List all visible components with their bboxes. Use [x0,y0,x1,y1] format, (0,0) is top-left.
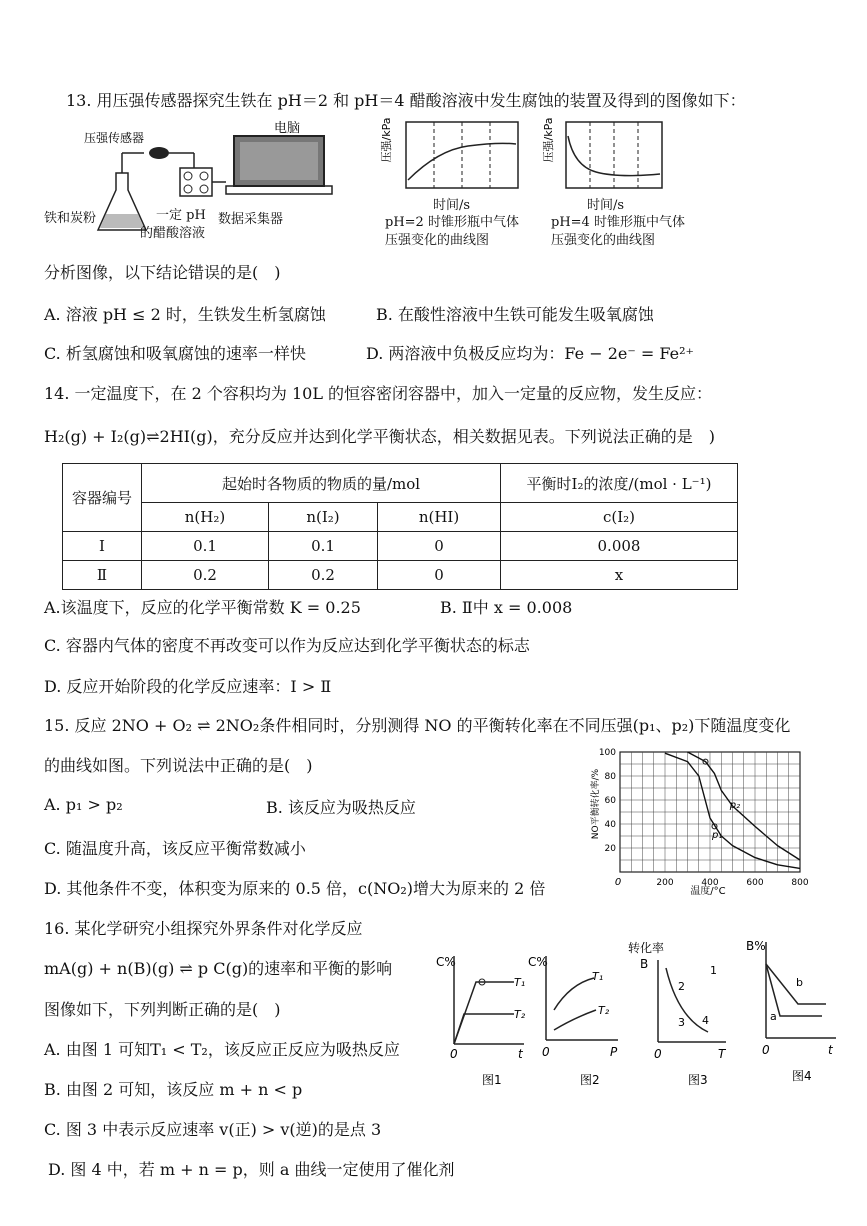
q16-stem-2: mA(g) + n(B)(g) ⇌ p C(g)的速率和平衡的影响 [44,959,393,978]
graph1-xlabel: 时间/s [433,198,471,213]
q15-xlabel: 温度/°C [690,886,726,896]
label-sensor: 压强传感器 [84,131,145,145]
fig1-caption: 图1 [482,1073,502,1087]
q14-option-b: B. Ⅱ中 x = 0.008 [440,598,573,617]
cell-hi: 0 [378,532,501,561]
q13-option-d: D. 两溶液中负极反应均为：Fe − 2e⁻ = Fe²⁺ [366,344,694,363]
q15-option-a: A. p₁ > p₂ [44,795,123,814]
q13-graph-ph2 [378,118,528,200]
q16-option-a: A. 由图 1 可知T₁ < T₂，该反应正反应为吸热反应 [44,1040,400,1059]
q16-fig2 [524,944,624,1089]
q15-option-c: C. 随温度升高，该反应平衡常数减小 [44,839,306,858]
fig3-point3: 3 [678,1016,685,1029]
q15-ytick-label: 60 [604,796,616,806]
th-n-i2: n(I₂) [269,503,378,532]
fig2-xlabel: P [610,1045,618,1059]
q14-data-table [62,463,738,590]
fig4-origin: 0 [762,1043,770,1057]
fig4-ylabel: B% [746,939,766,953]
fig2-caption: 图2 [580,1073,600,1087]
fig1-t2: T₂ [514,1008,526,1021]
q16-stem-1: 16. 某化学研究小组探究外界条件对化学反应 [44,919,363,938]
q14-option-d: D. 反应开始阶段的化学反应速率：Ⅰ > Ⅱ [44,677,332,696]
graph1-ylabel: 压强/kPa [380,118,393,163]
fig3-point1: 1 [710,964,717,977]
q15-stem-1: 15. 反应 2NO + O₂ ⇌ 2NO₂条件相同时，分别测得 NO 的平衡转化率在不同压强(p₁、p₂)下随温度变化 [44,716,791,735]
graph2-curve [568,136,660,176]
q16-stem-3: 图像如下，下列判断正确的是( ) [44,1000,281,1019]
table-row [63,532,738,561]
label-solution-2: 的醋酸溶液 [140,226,206,241]
label-solution-1: 一定 pH [156,208,206,223]
fig4-xlabel: t [828,1043,833,1057]
fig1-t1: T₁ [514,976,526,989]
fig3-point2: 2 [678,980,685,993]
q15-option-b: B. 该反应为吸热反应 [266,798,416,817]
fig2-ylabel: C% [528,955,548,969]
graph2-xlabel: 时间/s [587,198,625,213]
fig1-origin: 0 [450,1047,458,1061]
graph1-caption-2: 压强变化的曲线图 [385,233,490,248]
q15-xtick-label: 600 [746,878,764,888]
fig1-xlabel: t [518,1047,523,1061]
th-n-hi: n(HI) [378,503,501,532]
cell-h2: 0.2 [142,561,269,590]
fig1-ylabel: C% [436,955,456,969]
table-row [63,561,738,590]
q13-option-a: A. 溶液 pH ≤ 2 时，生铁发生析氢腐蚀 [44,305,326,324]
th-n-h2: n(H₂) [142,503,269,532]
cell-hi: 0 [378,561,501,590]
fig3-origin: 0 [654,1047,662,1061]
label-iron-carbon: 铁和炭粉 [44,211,97,226]
q15-p2-label: p₂ [729,800,741,811]
q15-ytick-label: 100 [598,748,616,758]
cell-h2: 0.1 [142,532,269,561]
q15-ytick-label: 80 [604,772,616,782]
q16-option-d: D. 图 4 中，若 m + n = p，则 a 曲线一定使用了催化剂 [48,1160,455,1179]
q16-fig4 [740,934,840,1086]
q14-stem-1: 14. 一定温度下，在 2 个容积均为 10L 的恒容密闭容器中，加入一定量的反应物，发生反应： [44,384,713,403]
q16-fig3 [626,938,736,1089]
fig2-t2: T₂ [598,1004,610,1017]
q15-conversion-chart [590,744,820,896]
graph1-caption-1: pH=2 时锥形瓶中气体 [385,215,519,230]
q15-stem-2: 的曲线如图。下列说法中正确的是( ) [44,756,313,775]
cell-id: Ⅱ [63,561,142,590]
q13-option-c: C. 析氢腐蚀和吸氧腐蚀的速率一样快 [44,344,306,363]
q15-ytick-label: 40 [604,820,616,830]
graph2-ylabel: 压强/kPa [542,118,555,163]
q13-graph-ph4 [540,118,670,200]
fig3-ylabel2: B [640,957,649,971]
fig3-ylabel: 转化率 [628,941,665,955]
q15-p1-label: p₁ [712,830,723,841]
cell-i2: 0.1 [269,532,378,561]
th-eq-conc: 平衡时I₂的浓度/(mol · L⁻¹) [501,464,738,503]
label-collector: 数据采集器 [218,212,284,227]
cell-id: Ⅰ [63,532,142,561]
q16-fig1 [430,944,530,1089]
cell-i2: 0.2 [269,561,378,590]
q13-prompt: 分析图像，以下结论错误的是( ) [44,263,281,282]
q15-option-d: D. 其他条件不变，体积变为原来的 0.5 倍，c(NO₂)增大为原来的 2 倍 [44,879,546,898]
q15-xtick-label: 800 [791,878,809,888]
q13-option-b: B. 在酸性溶液中生铁可能发生吸氧腐蚀 [376,305,654,324]
fig2-origin: 0 [542,1045,550,1059]
graph2-caption-2: 压强变化的曲线图 [551,233,656,248]
cell-c: 0.008 [501,532,738,561]
fig3-caption: 图3 [688,1073,708,1087]
fig2-t1: T₁ [592,970,604,983]
fig3-xlabel: T [718,1047,726,1061]
q15-ytick-label: 20 [604,844,616,854]
q15-origin-label: 0 [614,877,622,888]
th-c-i2: c(I₂) [501,503,738,532]
label-computer: 电脑 [274,121,301,136]
q15-xtick-label: 400 [701,878,719,888]
th-start-amount: 起始时各物质的物质的量/mol [142,464,501,503]
q13-stem: 13. 用压强传感器探究生铁在 pH＝2 和 pH＝4 醋酸溶液中发生腐蚀的装置及得到的图像如下： [66,91,746,110]
fig4-curve-a: a [770,1010,777,1023]
fig3-point4: 4 [702,1014,709,1027]
q16-option-b: B. 由图 2 可知，该反应 m + n < p [44,1080,303,1099]
q14-option-a: A.该温度下，反应的化学平衡常数 K = 0.25 [44,598,361,617]
q16-option-c: C. 图 3 中表示反应速率 v(正) > v(逆)的是点 3 [44,1120,382,1139]
q15-ylabel: NO平衡转化率/% [591,768,601,840]
q14-option-c: C. 容器内气体的密度不再改变可以作为反应达到化学平衡状态的标志 [44,636,530,655]
cell-c: x [501,561,738,590]
q14-stem-2: H₂(g) + I₂(g)⇌2HI(g)，充分反应并达到化学平衡状态，相关数据见表。下列说法正确的是 ) [44,427,715,446]
q15-xtick-label: 200 [656,878,674,888]
fig4-curve-b: b [796,976,803,989]
graph2-caption-1: pH=4 时锥形瓶中气体 [551,215,685,230]
fig4-caption: 图4 [792,1069,812,1083]
th-container: 容器编号 [63,464,142,532]
